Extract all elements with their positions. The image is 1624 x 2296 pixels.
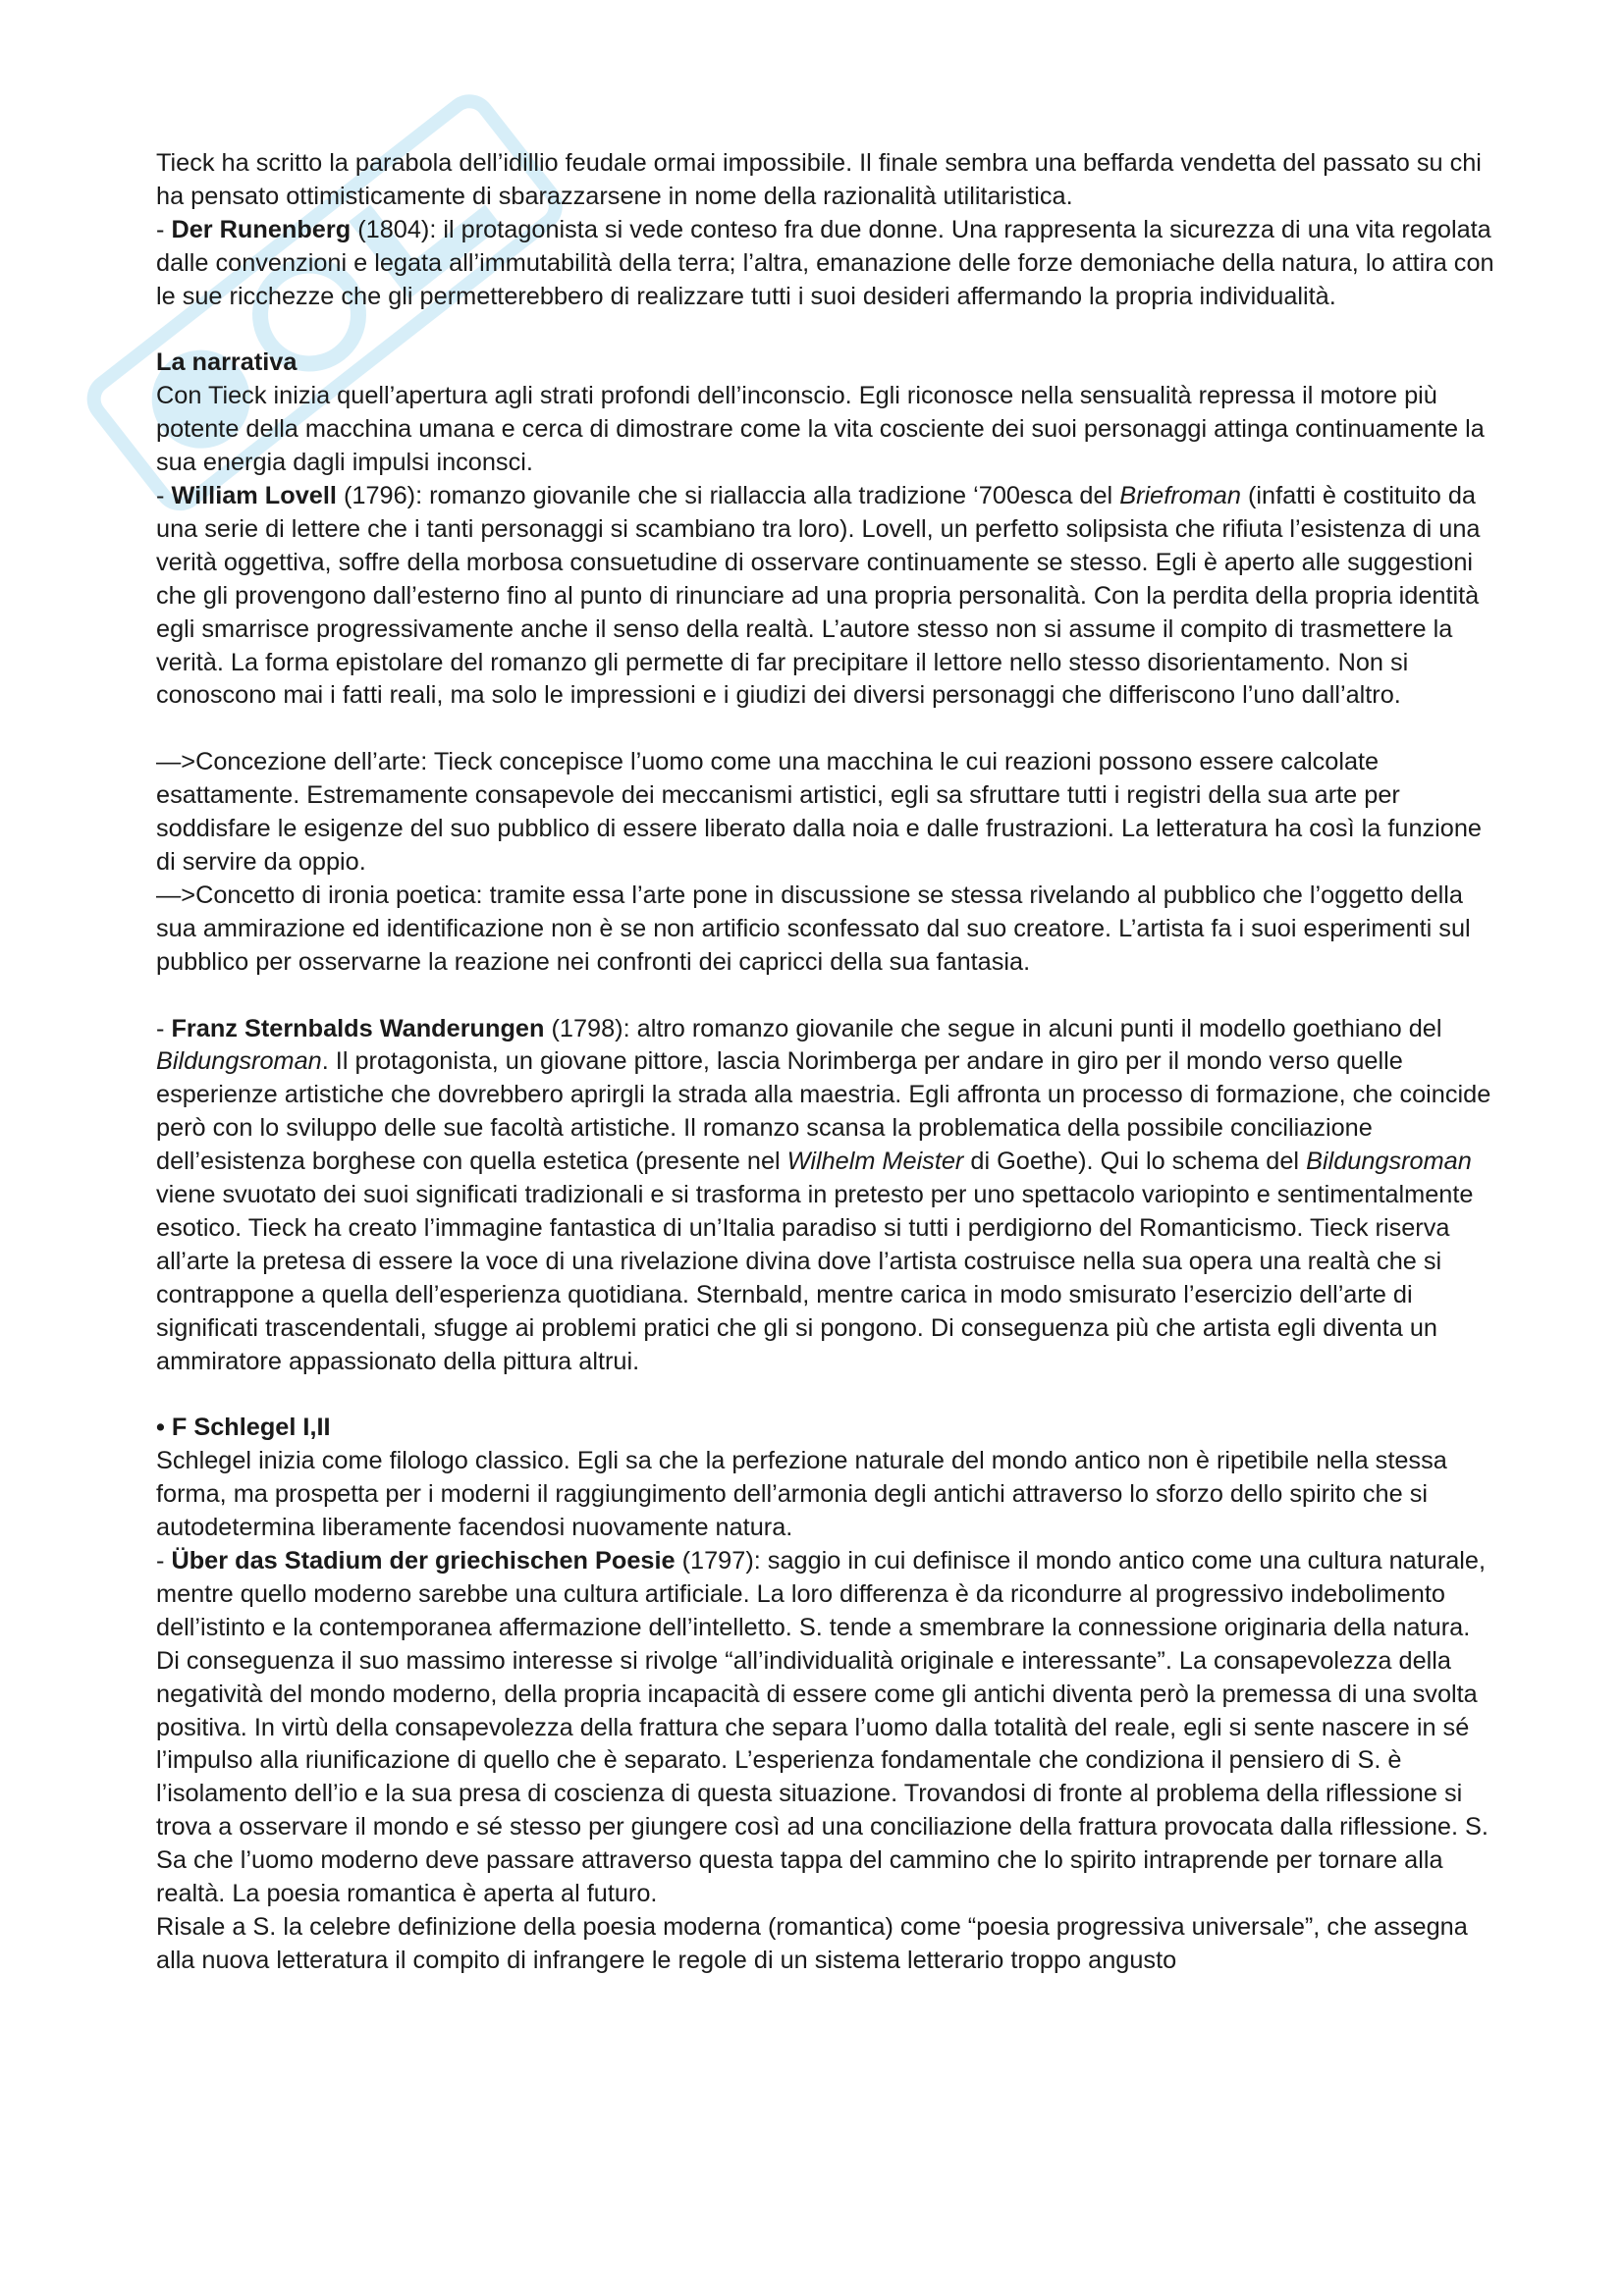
spacer (156, 314, 1496, 347)
italic-briefroman: Briefroman (1119, 482, 1241, 510)
spacer (156, 713, 1496, 746)
italic-bildungsroman: Bildungsroman (156, 1047, 322, 1076)
paragraph-idillio: Tieck ha scritto la parabola dell’idillio feudale ormai impossibile. Il finale sembra una beffarda vendetta del passato su chi ha pensato ottimisticamente di sbarazzarsene in nome della razionalità utilitaristica. (156, 149, 1482, 210)
lovell-text-1: (1796): romanzo giovanile che si riallaccia alla tradizione ‘700esca del (336, 482, 1120, 510)
paragraph-risale: Risale a S. la celebre definizione della poesia moderna (romantica) come “poesia progressiva universale”, che assegna alla nuova letteratura il compito di infrangere le regole di un sistema letterario troppo angusto (156, 1912, 1468, 1974)
list-dash: - (156, 215, 172, 243)
paragraph-concezione-arte: —>Concezione dell’arte: Tieck concepisce l’uomo come una macchina le cui reazioni possono essere calcolate esattamente. Estremamente consapevole dei meccanismi artistici, egli sa sfruttare tutti i registri della sua arte per soddisfare le esigenze del suo pubblico di essere liberato dalla noia e dalle frustrazioni. La letteratura ha così la funzione di servire da oppio. (156, 748, 1482, 876)
sternbald-text-2: . Il protagonista, un giovane pittore, lascia Norimberga per andare in giro per il mondo verso quelle esperienze artistiche che dovrebbero aprirgli la strada alla maestria. Egli affronta un processo di formazione, che coincide però con lo sviluppo delle sue facoltà artistiche. Il romanzo scansa la problematica della possibile conciliazione dell’esistenza borghese con quella estetica (presente nel (156, 1047, 1491, 1176)
paragraph-sternbald (156, 1013, 1496, 1379)
list-dash: - (156, 482, 172, 510)
paragraph-ironia-poetica: —>Concetto di ironia poetica: tramite essa l’arte pone in discussione se stessa rivelando al pubblico che l’oggetto della sua ammirazione ed identificazione non è se non artificio sconfessato dal suo creatore. L’artista fa i suoi esperimenti sul pubblico per osservarne la reazione nei confronti dei capricci della sua fantasia. (156, 881, 1471, 976)
spacer (156, 980, 1496, 1013)
paragraph-william-lovell (156, 480, 1496, 713)
lovell-text-2: (infatti è costituito da una serie di lettere che i tanti personaggi si scambiano tra loro). Lovell, un perfetto solipsista che rifiuta l’esistenza di una verità oggettiva, soffre della morbosa consuetudine di osservare continuamente se stesso. Egli è aperto alle suggestioni che gli provengono dall’esterno fino al punto di rinunciare ad una propria personalità. Con la perdita della propria identità egli smarrisce progressivamente anche il senso della realtà. L’autore stesso non si assume il compito di trasmettere la verità. La forma epistolare del romanzo gli permette di far precipitare il lettore nello stesso disorientamento. Non si conoscono mai i fatti reali, ma solo le impressioni e i giudizi dei diversi personaggi che differiscono l’uno dall’altro. (156, 482, 1481, 710)
sternbald-text-3: di Goethe). Qui lo schema del (963, 1148, 1307, 1176)
italic-wilhelm-meister: Wilhelm Meister (786, 1148, 964, 1176)
heading-schlegel: • F Schlegel I,II (156, 1414, 331, 1442)
heading-la-narrativa: La narrativa (156, 348, 298, 377)
spacer (156, 1378, 1496, 1412)
work-title-william-lovell: William Lovell (171, 482, 337, 510)
paragraph-runenberg (156, 214, 1496, 314)
document-body (156, 147, 1496, 1978)
paragraph-stadium (156, 1545, 1496, 1911)
sternbald-text-1: (1798): altro romanzo giovanile che segue in alcuni punti il modello goethiano del (544, 1014, 1442, 1042)
runenberg-text: (1804): il protagonista si vede conteso fra due donne. Una rappresenta la sicurezza di una vita regolata dalle convenzioni e legata all’immutabilità della terra; l’altra, emanazione delle forze demoniache della natura, lo attira con le sue ricchezze che gli permetterebbero di realizzare tutti i suoi desideri affermando la propria individualità. (156, 215, 1494, 310)
list-dash: - (156, 1014, 172, 1042)
list-dash: - (156, 1547, 172, 1575)
paragraph-schlegel-intro: Schlegel inizia come filologo classico. Egli sa che la perfezione naturale del mondo antico non è ripetibile nella stessa forma, ma prospetta per i moderni il raggiungimento dell’armonia degli antichi attraverso lo sforzo dello spirito che si autodetermina liberamente facendosi nuovamente natura. (156, 1447, 1447, 1542)
italic-bildungsroman-2: Bildungsroman (1306, 1148, 1472, 1176)
work-title-runenberg: Der Runenberg (171, 215, 352, 243)
work-title-sternbald: Franz Sternbalds Wanderungen (171, 1014, 545, 1042)
paragraph-narrativa: Con Tieck inizia quell’apertura agli strati profondi dell’inconscio. Egli riconosce nella sensualità repressa il motore più potente della macchina umana e cerca di dimostrare come la vita cosciente dei suoi personaggi attinga continuamente la sua energia dagli impulsi inconsci. (156, 382, 1485, 477)
sternbald-text-4: viene svuotato dei suoi significati tradizionali e si trasforma in pretesto per uno spettacolo variopinto e sentimentalmente esotico. Tieck ha creato l’immagine fantastica di un’Italia paradiso si tutti i perdigiorno del Romanticismo. Tieck riserva all’arte la pretesa di essere la voce di una rivelazione divina dove l’artista costruisce nella sua opera una realtà che si contrappone a quella dell’esperienza quotidiana. Sternbald, mentre carica in modo smisurato l’esercizio dell’arte di significati trascendentali, sfugge ai problemi pratici che gli si pongono. Di conseguenza più che artista egli diventa un ammiratore appassionato della pittura altrui. (156, 1181, 1474, 1375)
work-title-stadium: Über das Stadium der griechischen Poesie (171, 1547, 676, 1575)
stadium-text: (1797): saggio in cui definisce il mondo antico come una cultura naturale, mentre quello moderno sarebbe una cultura artificiale. La loro differenza è da ricondurre al progressivo indebolimento dell’istinto e la contemporanea affermazione dell’intelletto. S. tende a smembrare la connessione originaria della natura. Di conseguenza il suo massimo interesse si rivolge “all’individualità originale e interessante”. La consapevolezza della negatività del mondo moderno, della propria incapacità di essere come gli antichi diventa però la premessa di una svolta positiva. In virtù della consapevolezza della frattura che separa l’uomo dalla totalità del reale, egli si sente nascere in sé l’impulso alla riunificazione di quello che è separato. L’esperienza fondamentale che condiziona il pensiero di S. è l’isolamento dell’io e la sua presa di coscienza di questa situazione. Trovandosi di fronte al problema della riflessione si trova a osservare il mondo e sé stesso per giungere così ad una conciliazione della frattura provocata dalla riflessione. S. Sa che l’uomo moderno deve passare attraverso questa tappa del cammino che lo spirito intraprende per tornare alla realtà. La poesia romantica è aperta al futuro. (156, 1547, 1489, 1908)
